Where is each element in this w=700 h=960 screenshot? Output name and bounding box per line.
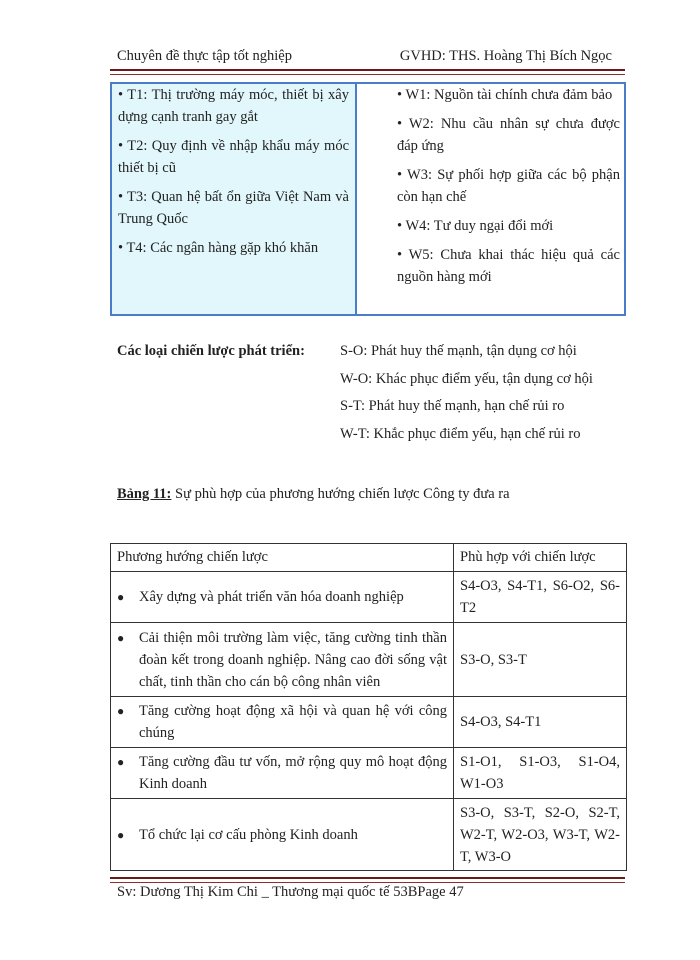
bullet-icon: ●: [117, 827, 125, 842]
caption-label: Bảng 11:: [117, 486, 172, 502]
strategy-item: W-T: Khắc phục điểm yếu, hạn chế rủi ro: [340, 425, 581, 442]
threat-item: • T1: Thị trường máy móc, thiết bị xây dựng cạnh tranh gay gắt: [118, 87, 349, 125]
strategies-label: Các loại chiến lược phát triển:: [117, 343, 305, 359]
direction-cell: Cải thiện môi trường làm việc, tăng cường tinh thần đoàn kết trong doanh nghiệp. Nâng cao đời sống vật chất, tinh thần cho cán bộ công nhân viên: [139, 629, 447, 690]
direction-cell: Xây dựng và phát triển văn hóa doanh nghiệp: [139, 589, 404, 605]
threat-item: • T2: Quy định về nhập khẩu máy móc thiết bị cũ: [118, 138, 349, 176]
table-row: [111, 572, 627, 623]
bullet-icon: ●: [117, 590, 125, 604]
direction-cell: Tăng cường đầu tư vốn, mở rộng quy mô hoạt động Kinh doanh: [139, 754, 447, 792]
footer-text: Sv: Dương Thị Kim Chi _ Thương mại quốc tế 53BPage 47: [117, 884, 464, 900]
caption-text: Sự phù hợp của phương hướng chiến lược Công ty đưa ra: [171, 486, 510, 502]
bullet-icon: ●: [117, 630, 125, 645]
header-right: GVHD: THS. Hoàng Thị Bích Ngọc: [399, 48, 612, 64]
direction-cell: Tổ chức lại cơ cấu phòng Kinh doanh: [139, 826, 358, 843]
table-row: [111, 623, 627, 697]
footer-rule: [110, 877, 625, 883]
table-row: [111, 799, 627, 871]
table-row: [111, 697, 627, 748]
weakness-item: • W5: Chưa khai thác hiệu quả các nguồn hàng mới: [397, 247, 620, 285]
swot-box: [110, 82, 626, 316]
weakness-item: • W1: Nguồn tài chính chưa đảm bảo: [397, 87, 613, 103]
strategy-item: S-T: Phát huy thế mạnh, hạn chế rủi ro: [340, 398, 565, 414]
weakness-item: • W4: Tư duy ngại đổi mới: [397, 218, 554, 234]
table-caption: [117, 486, 510, 503]
threat-item: • T4: Các ngân hàng gặp khó khăn: [118, 240, 319, 256]
weakness-item: • W3: Sự phối hợp giữa các bộ phận còn hạn chế: [397, 167, 620, 205]
column-header: Phương hướng chiến lược: [111, 544, 454, 572]
header-left: Chuyên đề thực tập tốt nghiệp: [117, 48, 292, 64]
threats-column: [112, 84, 357, 314]
fit-cell: S4-O3, S4-T1: [454, 697, 627, 748]
fit-cell: S4-O3, S4-T1, S6-O2, S6-T2: [454, 572, 627, 623]
header-rule: [110, 69, 625, 75]
table-row: [111, 748, 627, 799]
strategy-item: W-O: Khác phục điểm yếu, tận dụng cơ hội: [340, 370, 593, 387]
weakness-item: • W2: Nhu cầu nhân sự chưa được đáp ứng: [397, 116, 620, 154]
bullet-icon: ●: [117, 755, 125, 769]
fit-cell: S1-O1, S1-O3, S1-O4, W1-O3: [454, 748, 627, 799]
fit-cell: S3-O, S3-T: [454, 623, 627, 697]
bullet-icon: ●: [117, 704, 125, 718]
weaknesses-column: [357, 84, 624, 314]
direction-cell: Tăng cường hoạt động xã hội và quan hệ với công chúng: [139, 703, 447, 741]
table-header-row: [111, 544, 627, 572]
strategy-item: S-O: Phát huy thế mạnh, tận dụng cơ hội: [340, 343, 577, 359]
threat-item: • T3: Quan hệ bất ổn giữa Việt Nam và Trung Quốc: [118, 189, 349, 227]
strategy-table: [110, 543, 627, 871]
strategies-list: [340, 338, 593, 448]
column-header: Phù hợp với chiến lược: [454, 544, 627, 572]
fit-cell: S3-O, S3-T, S2-O, S2-T, W2-T, W2-O3, W3-T, W2-T, W3-O: [454, 799, 627, 871]
